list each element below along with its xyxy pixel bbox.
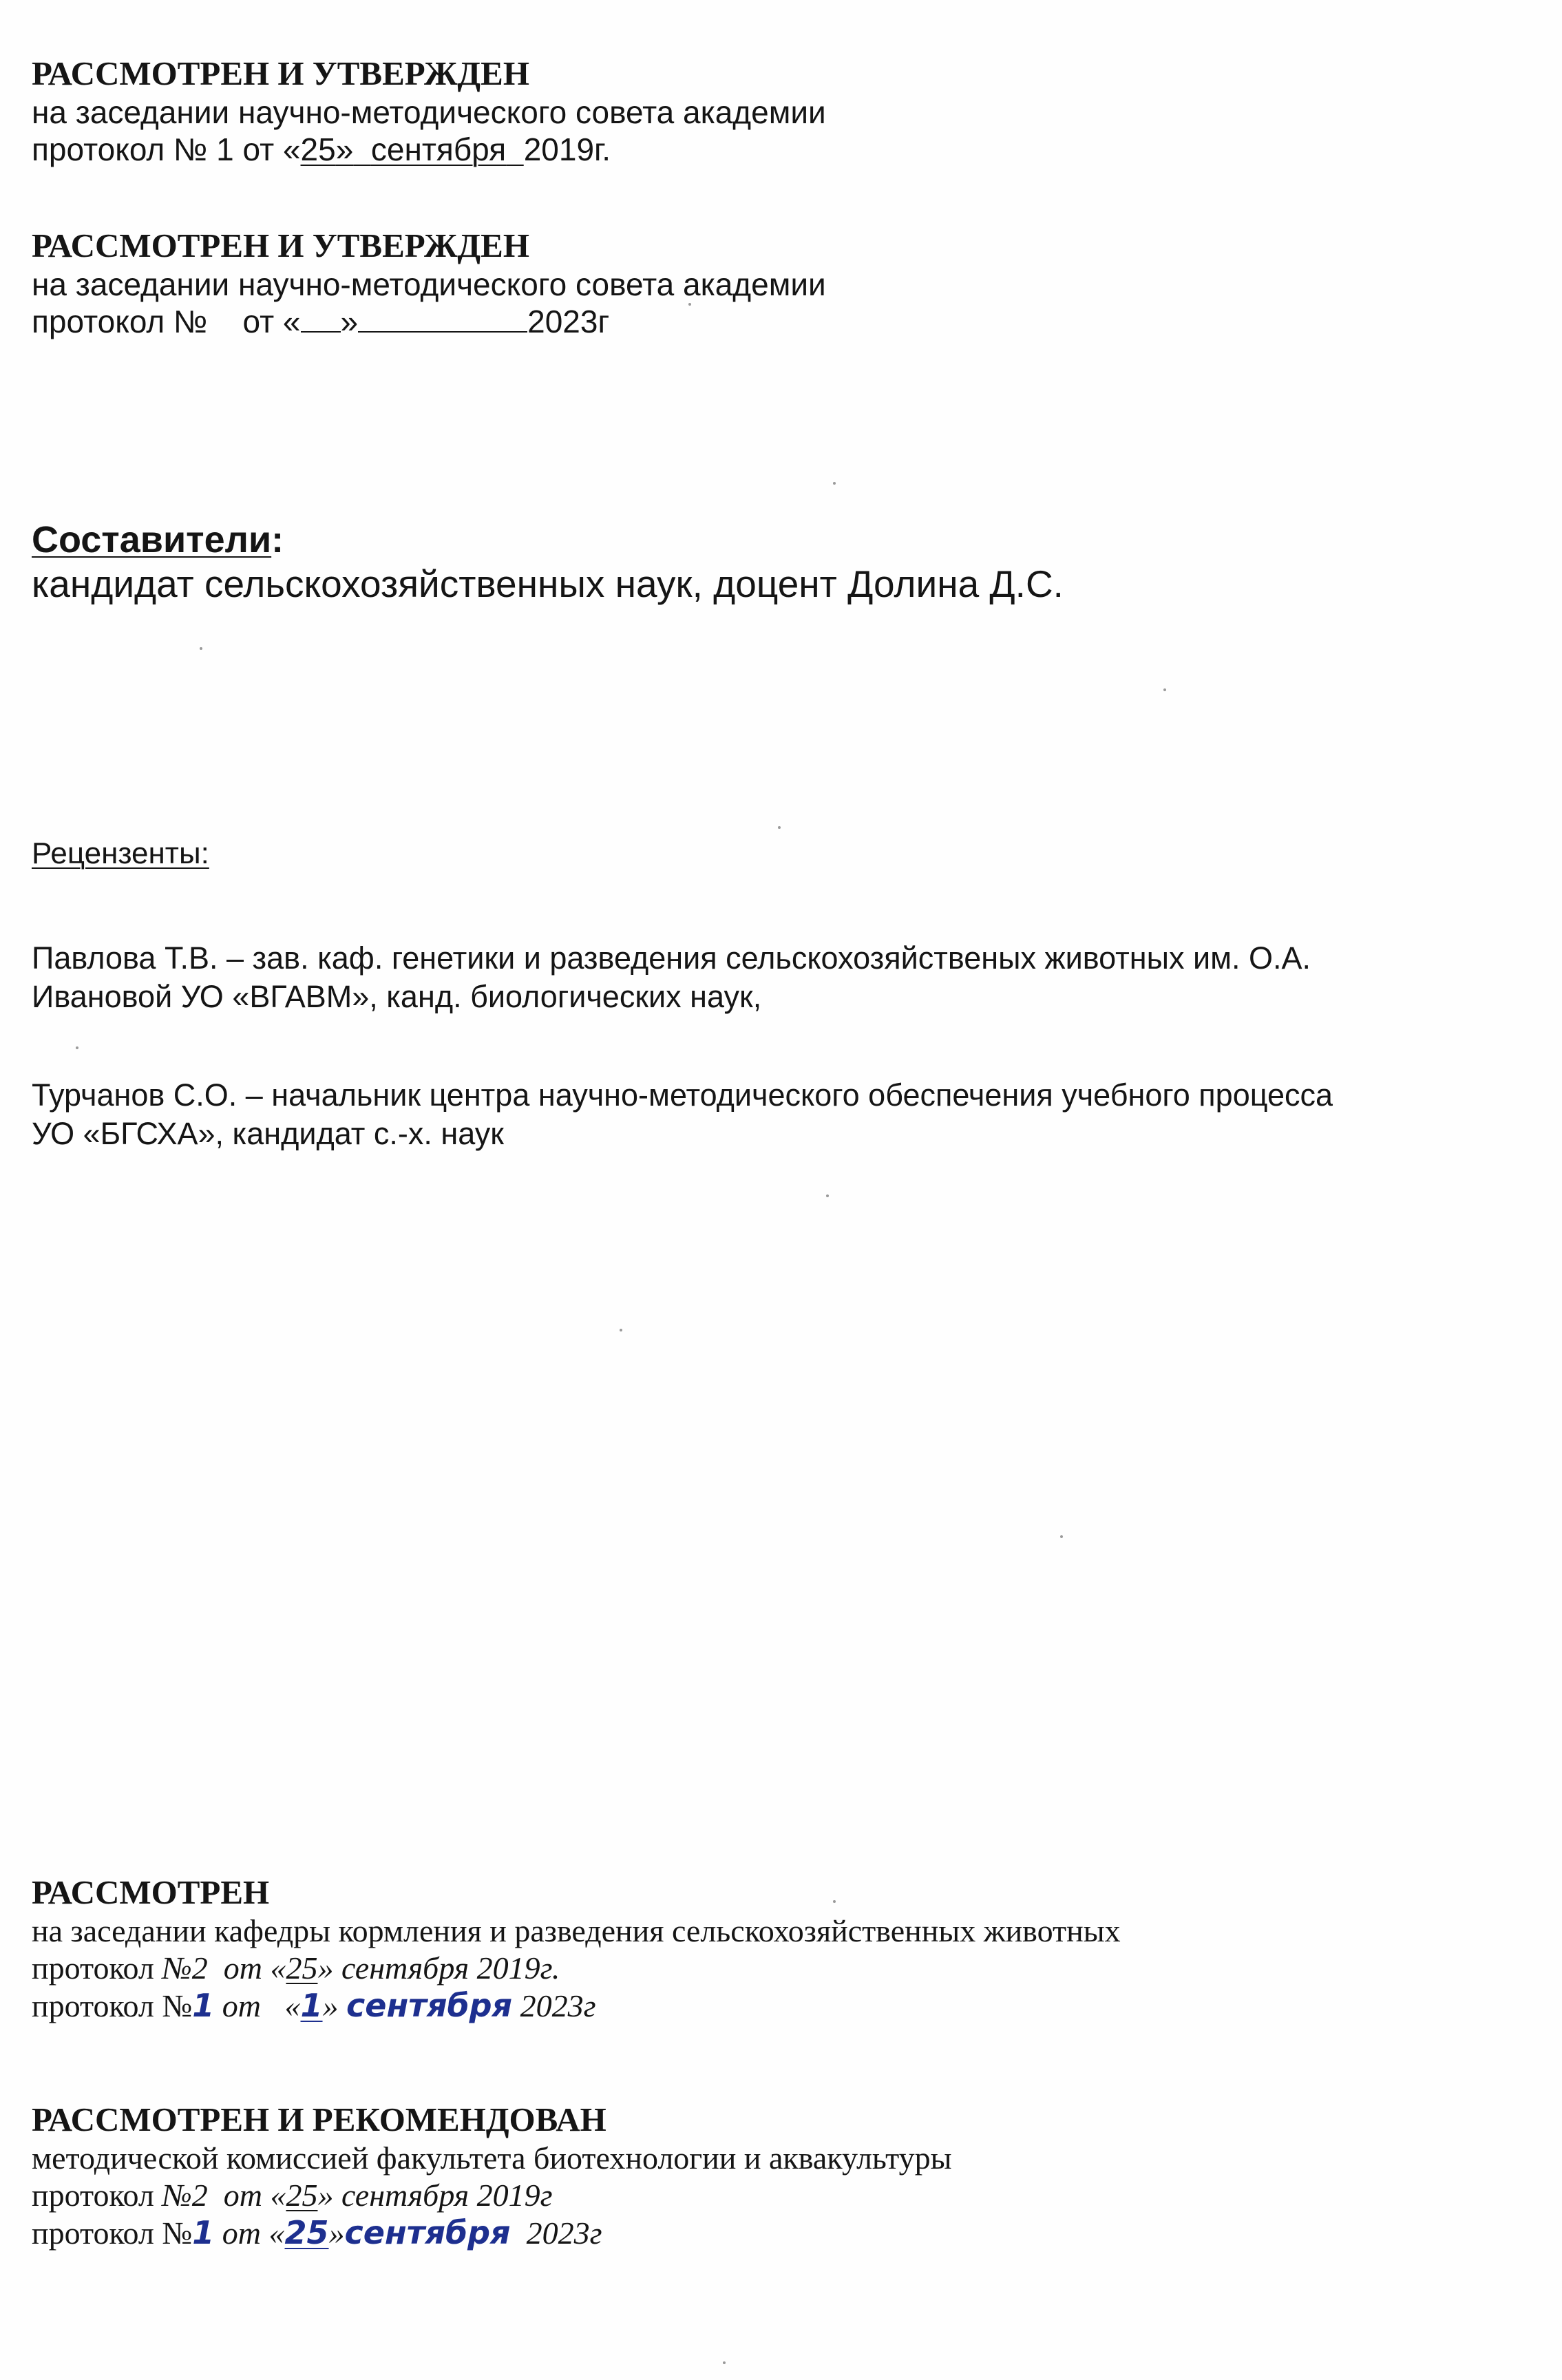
scan-speck: [688, 303, 691, 306]
handwritten-month: сентября: [346, 1987, 513, 2024]
protocol-quote-close: » сентября: [335, 131, 507, 167]
department-protocol-1: протокол №2 от «25» сентября 2019г.: [32, 1950, 560, 1986]
reviewer-1: [32, 939, 1311, 1016]
month-blank: [358, 305, 527, 333]
scan-speck: [1163, 688, 1166, 691]
reviewer-1-line-2: Ивановой УО «ВГАВМ», канд. биологических наук,: [32, 979, 762, 1014]
protocol-day: 25: [300, 131, 336, 167]
scan-speck: [200, 647, 202, 650]
reviewer-2-line-1: Турчанов С.О. – начальник центра научно-методического обеспечения учебного процесса: [32, 1077, 1333, 1113]
department-heading: РАССМОТРЕН: [32, 1873, 270, 1911]
scan-speck: [826, 1194, 829, 1197]
department-line: на заседании кафедры кормления и разведения сельскохозяйственных животных: [32, 1913, 1121, 1948]
approval-protocol-line-1: [32, 131, 826, 168]
commission-protocol-1: протокол №2 от «25» сентября 2019г: [32, 2178, 553, 2213]
department-block: [32, 1873, 1121, 2025]
compilers-line: кандидат сельскохозяйственных наук, доцент Долина Д.С.: [32, 562, 1064, 605]
scan-speck: [76, 1046, 78, 1049]
commission-protocol-2: протокол №1 от «25»сентября 2023г: [32, 2214, 602, 2251]
approval-block-1: [32, 54, 826, 168]
protocol-year: 2019г.: [523, 131, 611, 167]
reviewer-2: [32, 1076, 1333, 1153]
protocol-quote-close: »: [340, 304, 359, 339]
handwritten-number: 1: [192, 2214, 215, 2251]
day-blank: [301, 305, 341, 333]
handwritten-day: 1: [300, 1987, 323, 2024]
compilers-heading: Составители:: [32, 519, 284, 560]
reviewer-1-line-1: Павлова Т.В. – зав. каф. генетики и разведения сельскохозяйственых животных им. О.А.: [32, 940, 1311, 976]
department-protocol-2: протокол №1 от «1» сентября 2023г: [32, 1987, 596, 2024]
scan-speck: [833, 482, 836, 485]
scan-speck: [620, 1329, 622, 1331]
scan-speck: [723, 2361, 726, 2364]
approval-council-line-2: на заседании научно-методического совета академии: [32, 266, 826, 302]
handwritten-number: 1: [192, 1987, 215, 2024]
reviewer-2-line-2: УО «БГСХА», кандидат с.-х. наук: [32, 1116, 504, 1151]
approval-protocol-line-2: [32, 303, 826, 340]
commission-heading: РАССМОТРЕН И РЕКОМЕНДОВАН: [32, 2100, 606, 2138]
scan-speck: [833, 1900, 836, 1903]
scan-speck: [1060, 1535, 1063, 1538]
reviewers-block: [32, 836, 209, 872]
protocol-month: сентября: [370, 131, 507, 167]
approval-block-2: [32, 226, 826, 340]
approval-heading-1: РАССМОТРЕН И УТВЕРЖДЕН: [32, 54, 529, 92]
protocol-prefix: протокол № от «: [32, 304, 301, 339]
approval-heading-2: РАССМОТРЕН И УТВЕРЖДЕН: [32, 227, 529, 264]
commission-line: методической комиссией факультета биотехнологии и аквакультуры: [32, 2140, 952, 2176]
protocol-year: 2023г: [527, 304, 610, 339]
approval-council-line-1: на заседании научно-методического совета академии: [32, 94, 826, 130]
handwritten-day: 25: [284, 2214, 329, 2251]
compilers-block: [32, 518, 1064, 606]
protocol-prefix: протокол № 1 от «: [32, 131, 301, 167]
reviewers-heading: Рецензенты:: [32, 836, 209, 870]
handwritten-month: сентября: [344, 2214, 511, 2251]
scan-speck: [778, 826, 781, 829]
commission-block: [32, 2100, 952, 2252]
